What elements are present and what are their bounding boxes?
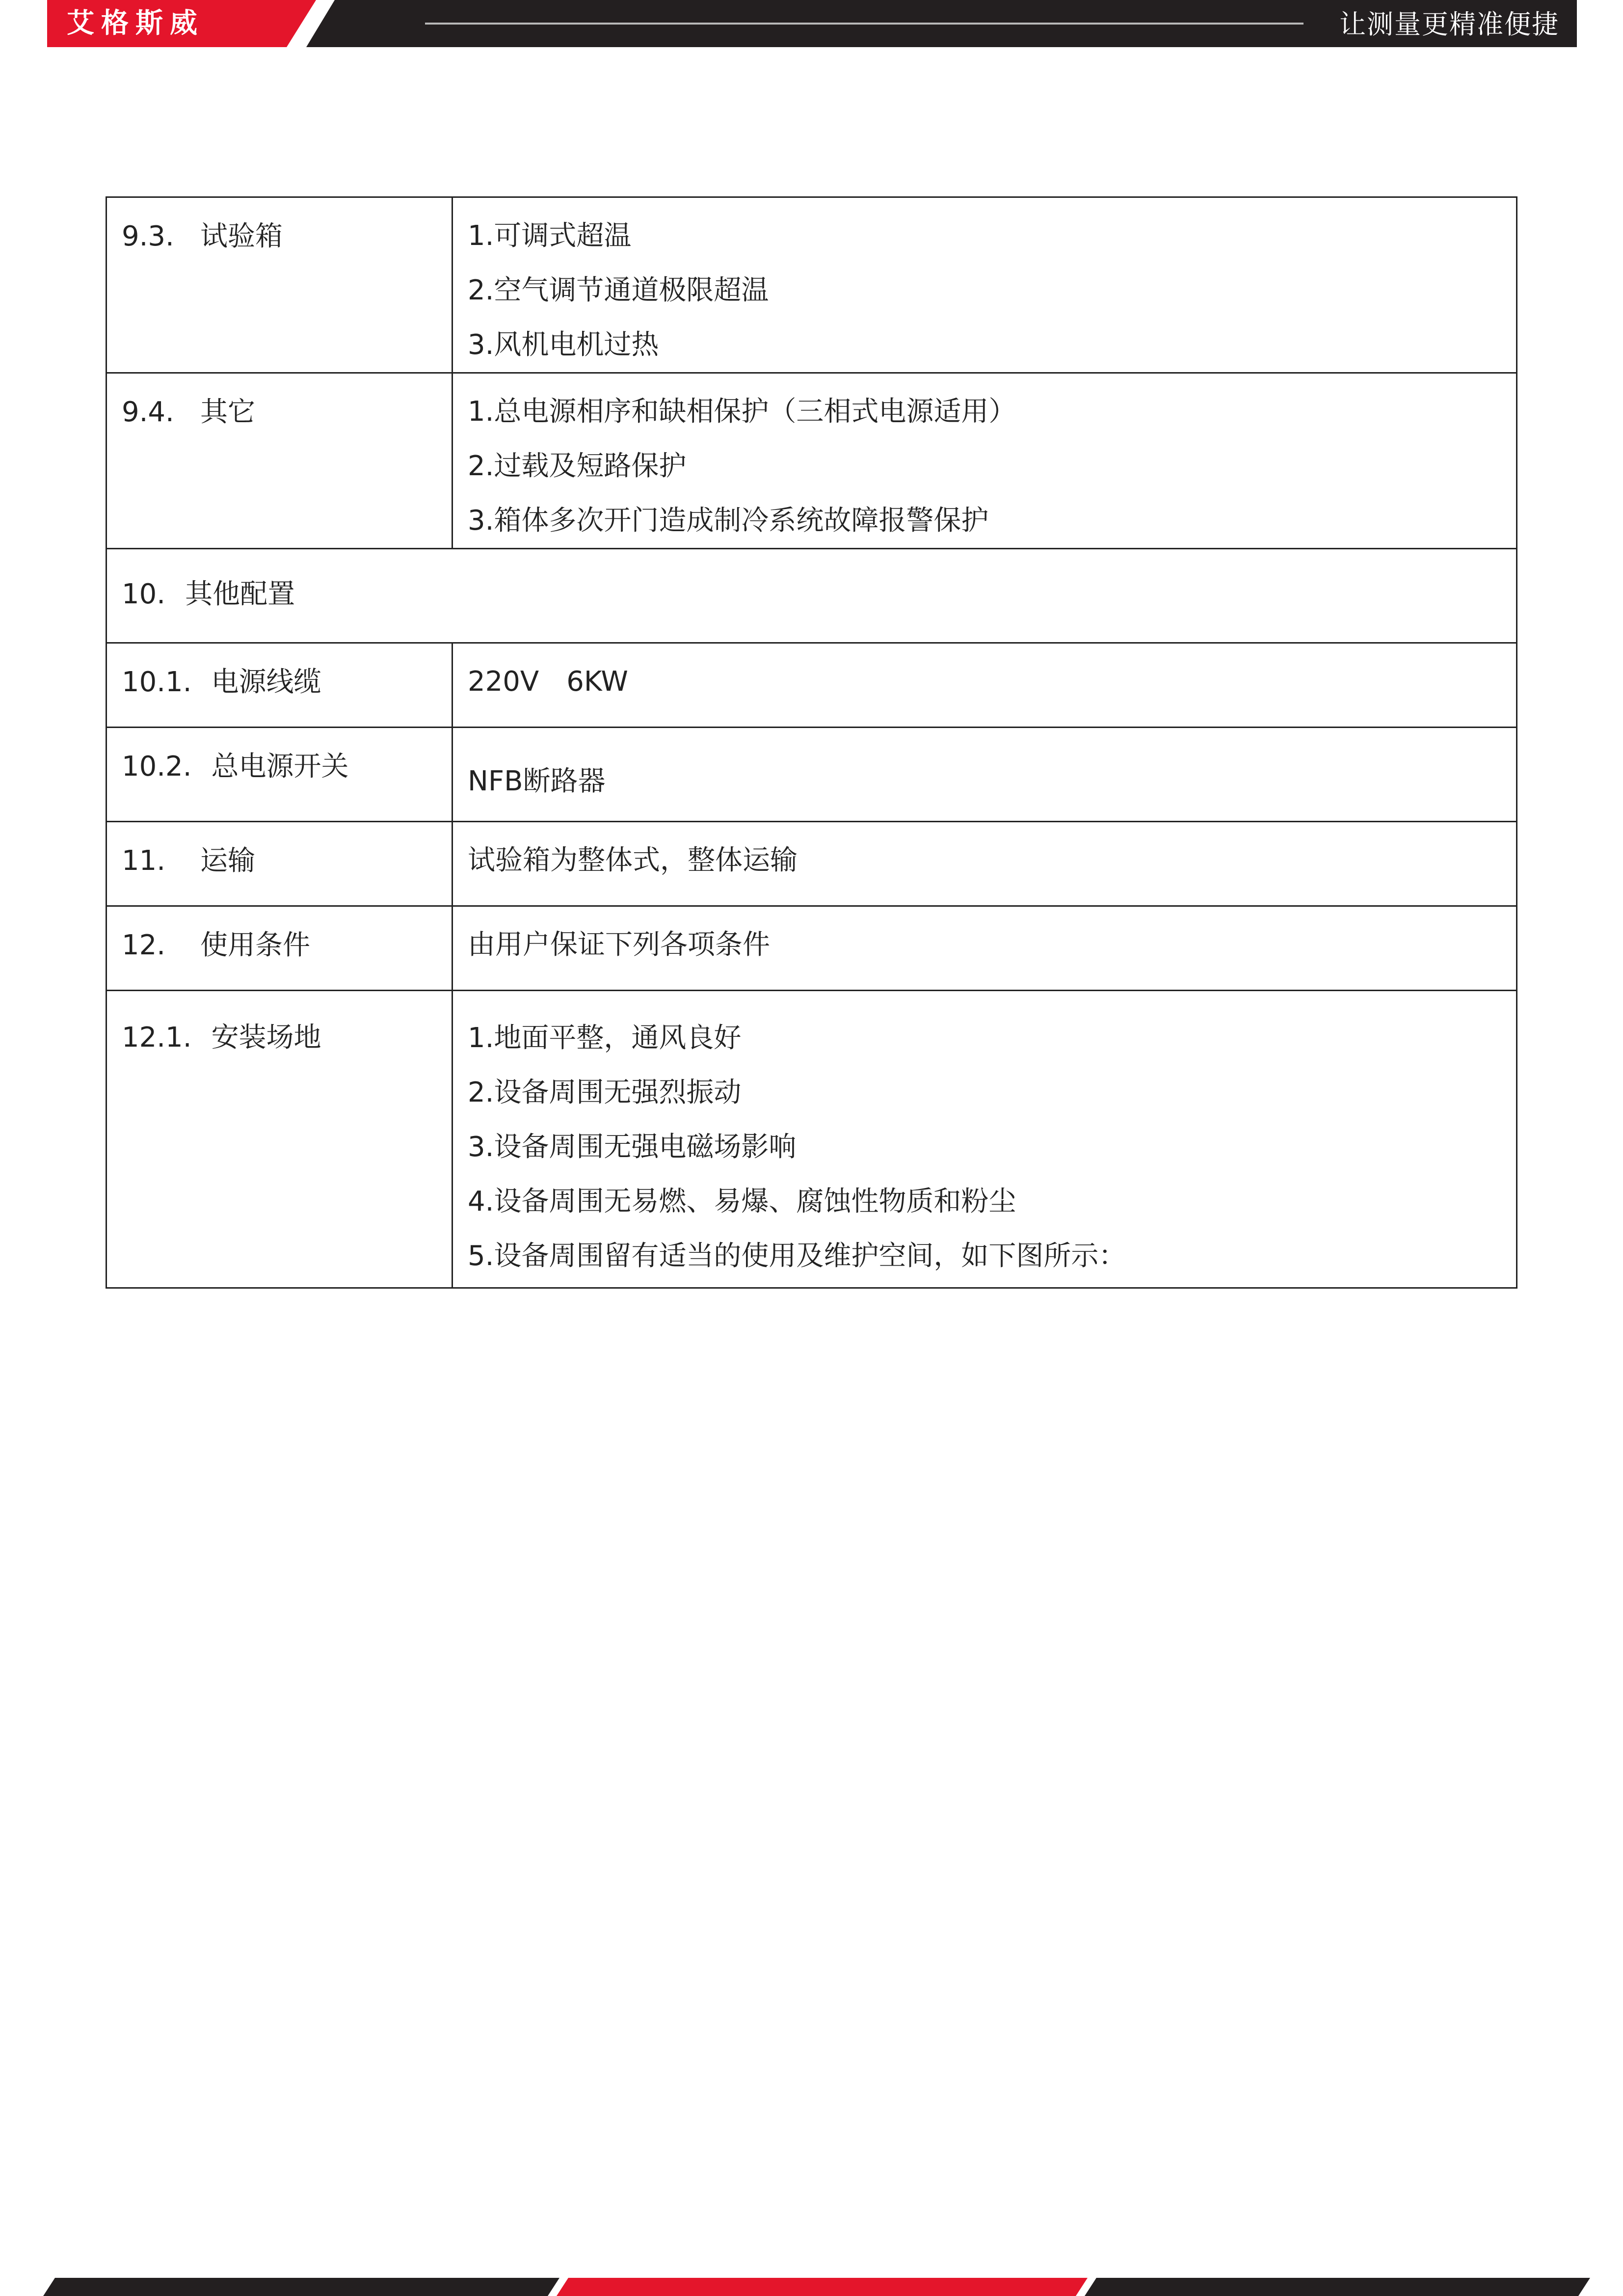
table-row bbox=[106, 373, 1517, 549]
section-label: 使用条件 bbox=[200, 929, 310, 961]
table-row bbox=[106, 549, 1517, 643]
section-label: 总电源开关 bbox=[211, 751, 349, 783]
section-number: 10.2. bbox=[122, 751, 192, 783]
spec-value-cell bbox=[452, 991, 1517, 1288]
section-number: 10. bbox=[122, 578, 166, 610]
table-row bbox=[106, 822, 1517, 906]
section-number: 9.3. bbox=[122, 220, 174, 252]
spec-line: 3.风机电机过热 bbox=[468, 329, 659, 361]
section-number: 12.1. bbox=[122, 1022, 192, 1053]
spec-line: NFB断路器 bbox=[468, 765, 606, 797]
spec-line: 4.设备周围无易燃、易爆、腐蚀性物质和粉尘 bbox=[468, 1186, 1016, 1217]
spec-line: 1.总电源相序和缺相保护（三相式电源适用） bbox=[468, 396, 1016, 428]
spec-value-cell bbox=[452, 728, 1517, 822]
spec-line: 2.设备周围无强烈振动 bbox=[468, 1077, 742, 1108]
section-number: 11. bbox=[122, 845, 166, 877]
spec-label-cell bbox=[106, 728, 452, 822]
spec-value-cell bbox=[452, 197, 1517, 373]
section-label: 其它 bbox=[200, 396, 255, 428]
brand-name: 艾格斯威 bbox=[67, 7, 204, 39]
spec-label-cell bbox=[106, 197, 452, 373]
section-number: 9.4. bbox=[122, 396, 174, 428]
header-slogan: 让测量更精准便捷 bbox=[1339, 9, 1559, 40]
page-footer bbox=[0, 2278, 1623, 2296]
spec-line: 3.设备周围无强电磁场影响 bbox=[468, 1131, 797, 1163]
page-header bbox=[47, 0, 1577, 47]
section-label: 安装场地 bbox=[211, 1022, 321, 1053]
section-label: 试验箱 bbox=[200, 220, 283, 252]
spec-label-cell bbox=[106, 991, 452, 1288]
spec-line: 1.可调式超温 bbox=[468, 220, 632, 252]
spec-table bbox=[106, 196, 1517, 1289]
table-row bbox=[106, 991, 1517, 1288]
spec-label-cell bbox=[106, 373, 452, 549]
table-row bbox=[106, 728, 1517, 822]
section-heading-cell bbox=[106, 549, 1517, 643]
spec-line: 1.地面平整，通风良好 bbox=[468, 1022, 742, 1054]
spec-value-cell bbox=[452, 643, 1517, 728]
spec-line: 2.过载及短路保护 bbox=[468, 450, 687, 482]
spec-line: 试验箱为整体式，整体运输 bbox=[468, 844, 798, 876]
section-number: 12. bbox=[122, 929, 166, 961]
spec-line: 2.空气调节通道极限超温 bbox=[468, 274, 769, 306]
spec-label-cell bbox=[106, 643, 452, 728]
table-row bbox=[106, 643, 1517, 728]
section-label: 电源线缆 bbox=[211, 666, 321, 698]
spec-value-cell bbox=[452, 906, 1517, 991]
table-row bbox=[106, 906, 1517, 991]
spec-line: 5.设备周围留有适当的使用及维护空间，如下图所示： bbox=[468, 1240, 1126, 1272]
section-label: 运输 bbox=[200, 845, 255, 877]
table-row bbox=[106, 197, 1517, 373]
spec-value-cell bbox=[452, 822, 1517, 906]
section-number: 10.1. bbox=[122, 666, 192, 698]
spec-line: 3.箱体多次开门造成制冷系统故障报警保护 bbox=[468, 505, 989, 537]
spec-line: 220V 6KW bbox=[468, 666, 628, 698]
spec-label-cell bbox=[106, 906, 452, 991]
spec-line: 由用户保证下列各项条件 bbox=[468, 929, 770, 961]
spec-label-cell bbox=[106, 822, 452, 906]
section-label: 其他配置 bbox=[185, 578, 295, 610]
spec-value-cell bbox=[452, 373, 1517, 549]
